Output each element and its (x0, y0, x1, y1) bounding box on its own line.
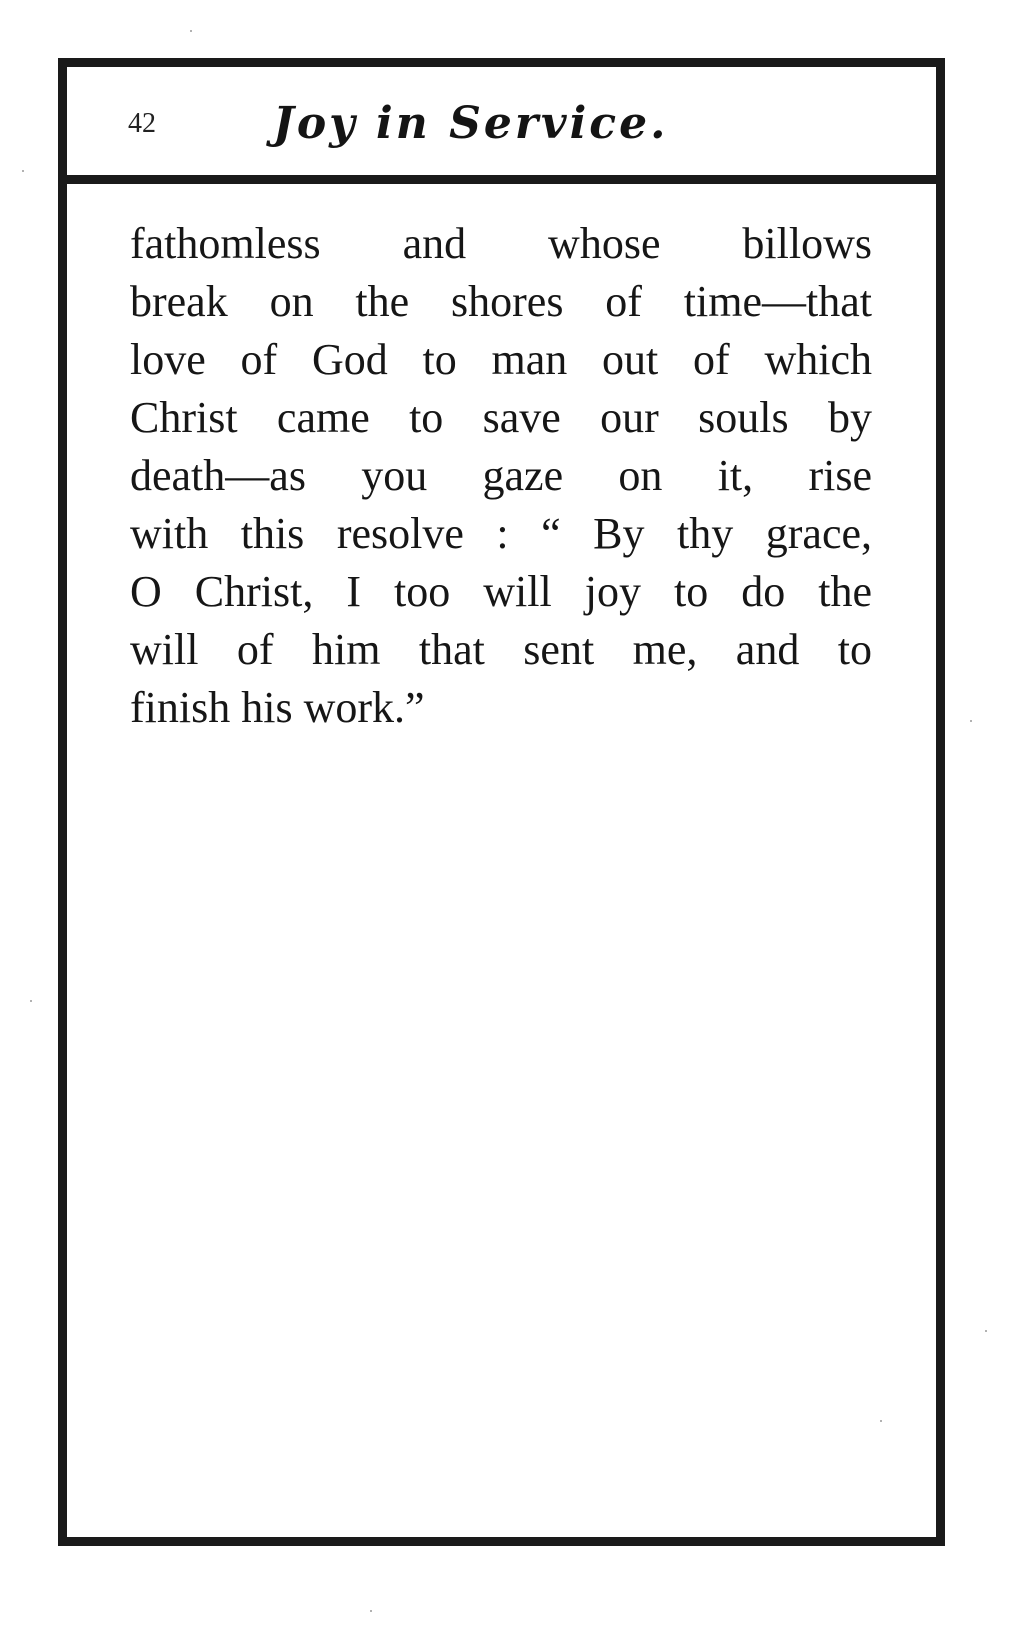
scan-speck (970, 720, 972, 722)
running-title: Joy in Service. (273, 98, 669, 149)
text-line: finish his work.” (130, 683, 425, 732)
scan-speck (22, 170, 24, 172)
scan-speck (30, 1000, 32, 1002)
text-line: Christ came to save our souls by (130, 393, 872, 442)
scan-speck (190, 30, 192, 32)
scan-speck (880, 1420, 882, 1422)
scan-speck (985, 1330, 987, 1332)
body-text (130, 215, 872, 737)
text-line: love of God to man out of which (130, 335, 872, 384)
text-line: death—as you gaze on it, rise (130, 451, 872, 500)
scan-speck (370, 1610, 372, 1612)
text-line: with this resolve : “ By thy grace, (130, 509, 872, 558)
text-line: will of him that sent me, and to (130, 625, 872, 674)
text-line: O Christ, I too will joy to do the (130, 567, 872, 616)
page-header (58, 58, 945, 184)
text-line: break on the shores of time—that (130, 277, 872, 326)
text-line: fathomless and whose billows (130, 219, 872, 268)
page-number: 42 (128, 108, 156, 139)
